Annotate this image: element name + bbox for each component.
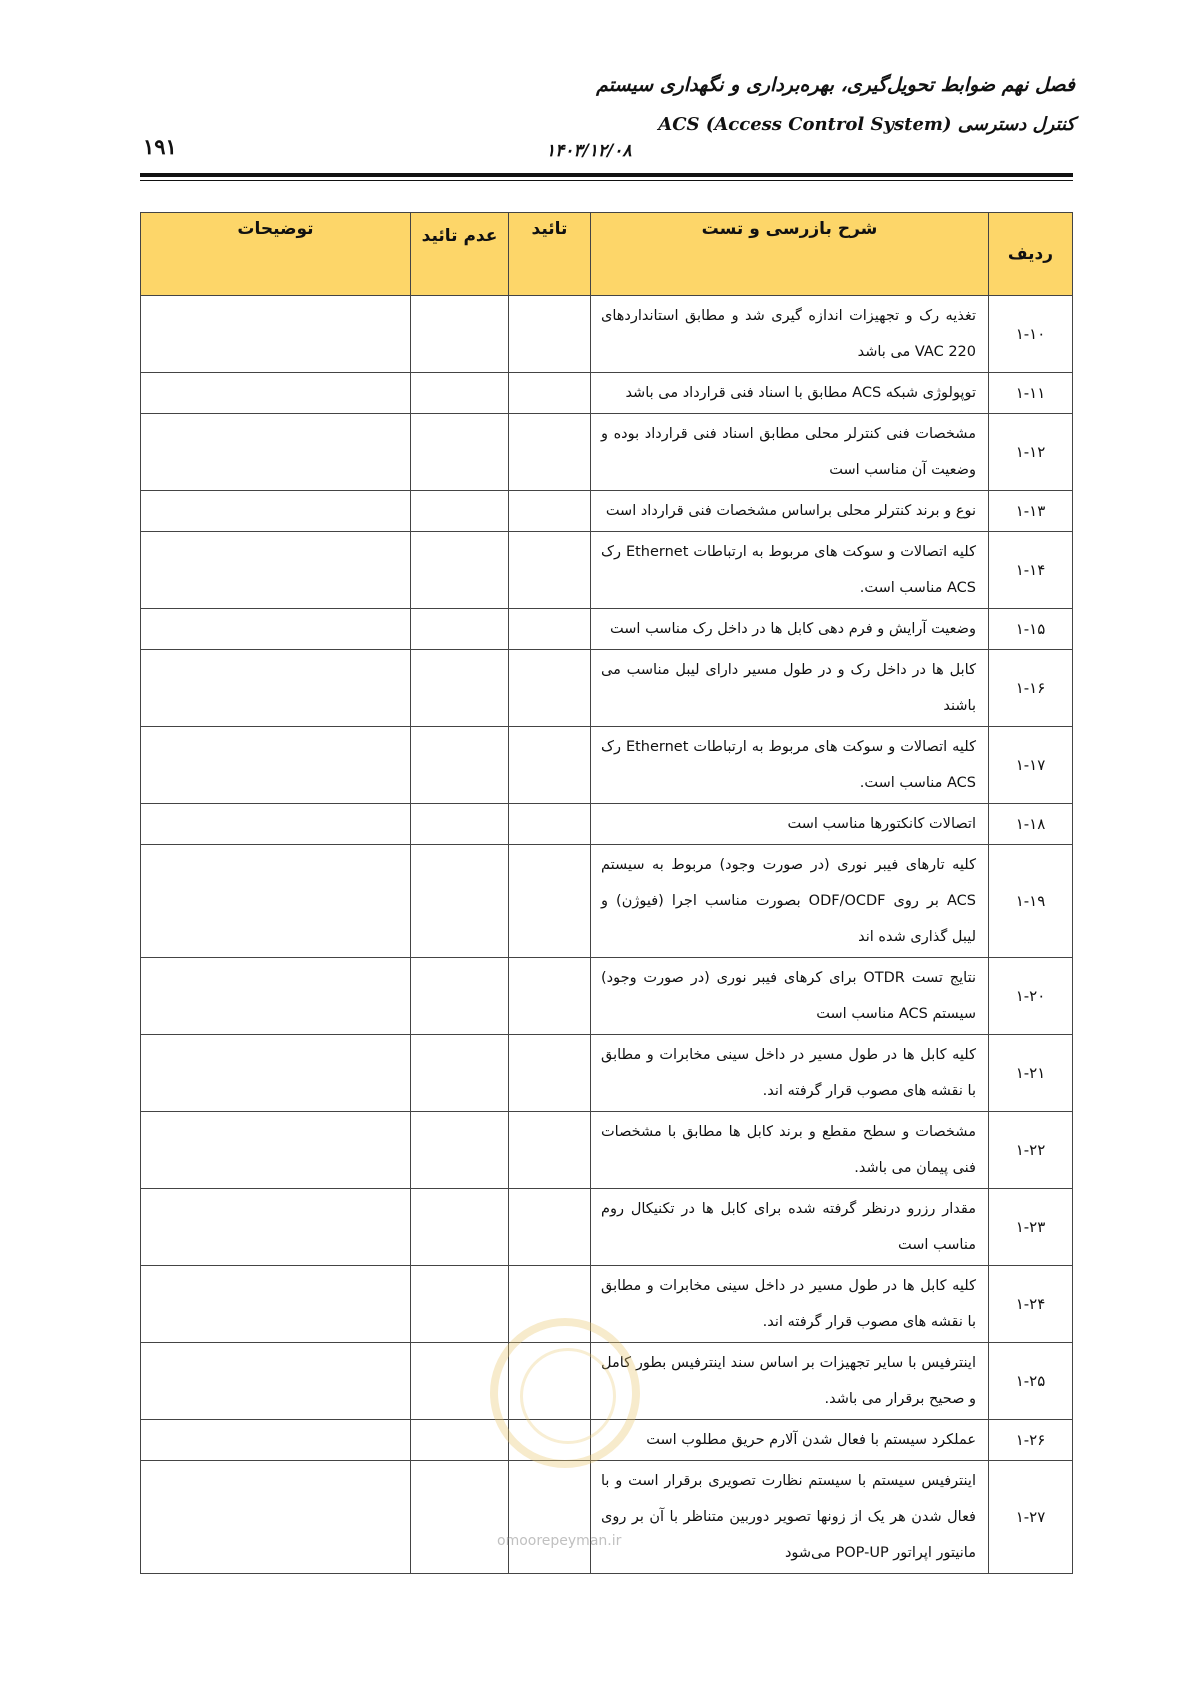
header-divider-thin (140, 180, 1073, 181)
approve-cell[interactable] (509, 491, 591, 532)
notes-cell[interactable] (141, 414, 411, 491)
notes-cell[interactable] (141, 727, 411, 804)
header-notes: توضیحات (141, 213, 411, 296)
watermark-site: omoorepeyman.ir (497, 1533, 622, 1549)
chapter-title: فصل نهم ضوابط تحویل‌گیری، بهره‌برداری و نگهداری سیستم (596, 74, 1075, 96)
notes-cell[interactable] (141, 296, 411, 373)
table-row (141, 1343, 1073, 1420)
table-row (141, 1112, 1073, 1189)
reject-cell[interactable] (411, 804, 509, 845)
notes-cell[interactable] (141, 1112, 411, 1189)
notes-cell[interactable] (141, 1461, 411, 1574)
row-description: کلیه کابل ها در طول مسیر در داخل سینی مخابرات و مطابق با نقشه های مصوب قرار گرفته اند. (591, 1035, 989, 1112)
row-number: ۱-۱۳ (989, 491, 1073, 532)
row-number: ۱-۱۶ (989, 650, 1073, 727)
row-description: توپولوژی شبکه ACS مطابق با اسناد فنی قرارداد می باشد (591, 373, 989, 414)
page-number: ۱۹۱ (143, 134, 177, 159)
document-date: ۱۴۰۳/۱۲/۰۸ (546, 141, 632, 161)
notes-cell[interactable] (141, 373, 411, 414)
reject-cell[interactable] (411, 414, 509, 491)
row-description: مشخصات فنی کنترلر محلی مطابق اسناد فنی قرارداد بوده و وضعیت آن مناسب است (591, 414, 989, 491)
notes-cell[interactable] (141, 1343, 411, 1420)
reject-cell[interactable] (411, 1112, 509, 1189)
approve-cell[interactable] (509, 845, 591, 958)
reject-cell[interactable] (411, 373, 509, 414)
row-number: ۱-۲۴ (989, 1266, 1073, 1343)
approve-cell[interactable] (509, 1112, 591, 1189)
approve-cell[interactable] (509, 296, 591, 373)
row-number: ۱-۲۲ (989, 1112, 1073, 1189)
row-description: مشخصات و سطح مقطع و برند کابل ها مطابق با مشخصات فنی پیمان می باشد. (591, 1112, 989, 1189)
row-number: ۱-۲۱ (989, 1035, 1073, 1112)
table-row (141, 958, 1073, 1035)
notes-cell[interactable] (141, 1189, 411, 1266)
approve-cell[interactable] (509, 650, 591, 727)
approve-cell[interactable] (509, 804, 591, 845)
row-description: کلیه تارهای فیبر نوری (در صورت وجود) مربوط به سیستم ACS بر روی ODF/OCDF بصورت مناسب اجرا (فیوژن) و لیبل گذاری شده اند (591, 845, 989, 958)
row-number: ۱-۱۰ (989, 296, 1073, 373)
row-description: نوع و برند کنترلر محلی براساس مشخصات فنی قرارداد است (591, 491, 989, 532)
row-number: ۱-۱۷ (989, 727, 1073, 804)
row-description: تغذیه رک و تجهیزات اندازه گیری شد و مطابق استانداردهای 220 VAC می باشد (591, 296, 989, 373)
row-number: ۱-۲۵ (989, 1343, 1073, 1420)
row-number: ۱-۱۵ (989, 609, 1073, 650)
reject-cell[interactable] (411, 532, 509, 609)
approve-cell[interactable] (509, 1266, 591, 1343)
row-description: کابل ها در داخل رک و در طول مسیر دارای لیبل مناسب می باشند (591, 650, 989, 727)
approve-cell[interactable] (509, 373, 591, 414)
row-number: ۱-۲۶ (989, 1420, 1073, 1461)
reject-cell[interactable] (411, 491, 509, 532)
notes-cell[interactable] (141, 1035, 411, 1112)
row-number: ۱-۱۲ (989, 414, 1073, 491)
row-number: ۱-۲۳ (989, 1189, 1073, 1266)
table-row (141, 727, 1073, 804)
row-description: وضعیت آرایش و فرم دهی کابل ها در داخل رک مناسب است (591, 609, 989, 650)
approve-cell[interactable] (509, 609, 591, 650)
table-row (141, 373, 1073, 414)
approve-cell[interactable] (509, 727, 591, 804)
approve-cell[interactable] (509, 414, 591, 491)
table-row (141, 296, 1073, 373)
table-row (141, 1420, 1073, 1461)
reject-cell[interactable] (411, 1420, 509, 1461)
section-subtitle: کنترل دسترسی (ACS (Access Control System (658, 114, 1075, 135)
notes-cell[interactable] (141, 845, 411, 958)
notes-cell[interactable] (141, 650, 411, 727)
row-description: مقدار رزرو درنظر گرفته شده برای کابل ها در تکنیکال روم مناسب است (591, 1189, 989, 1266)
approve-cell[interactable] (509, 1420, 591, 1461)
reject-cell[interactable] (411, 727, 509, 804)
notes-cell[interactable] (141, 532, 411, 609)
approve-cell[interactable] (509, 1035, 591, 1112)
notes-cell[interactable] (141, 958, 411, 1035)
reject-cell[interactable] (411, 296, 509, 373)
row-description: اتصالات کانکتورها مناسب است (591, 804, 989, 845)
header-reject: عدم تائید (411, 213, 509, 296)
table-row (141, 1035, 1073, 1112)
reject-cell[interactable] (411, 609, 509, 650)
reject-cell[interactable] (411, 845, 509, 958)
row-description: نتایج تست OTDR برای کرهای فیبر نوری (در صورت وجود) سیستم ACS مناسب است (591, 958, 989, 1035)
reject-cell[interactable] (411, 1266, 509, 1343)
reject-cell[interactable] (411, 650, 509, 727)
row-number: ۱-۱۴ (989, 532, 1073, 609)
reject-cell[interactable] (411, 1343, 509, 1420)
table-row (141, 532, 1073, 609)
row-description: کلیه اتصالات و سوکت های مربوط به ارتباطات Ethernet رک ACS مناسب است. (591, 727, 989, 804)
approve-cell[interactable] (509, 1343, 591, 1420)
notes-cell[interactable] (141, 609, 411, 650)
header-divider (140, 173, 1073, 177)
reject-cell[interactable] (411, 1189, 509, 1266)
table-header-row (141, 213, 1073, 296)
reject-cell[interactable] (411, 1461, 509, 1574)
notes-cell[interactable] (141, 491, 411, 532)
notes-cell[interactable] (141, 1420, 411, 1461)
table-row (141, 414, 1073, 491)
header-approve: تائید (509, 213, 591, 296)
row-description: اینترفیس سیستم با سیستم نظارت تصویری برقرار است و با فعال شدن هر یک از زونها تصویر دوربین متناظر با آن بر روی مانیتور اپراتور POP-UP می‌شود (591, 1461, 989, 1574)
row-number: ۱-۲۰ (989, 958, 1073, 1035)
header-row-number: ردیف (989, 213, 1073, 296)
table-row (141, 845, 1073, 958)
row-number: ۱-۱۱ (989, 373, 1073, 414)
header-description: شرح بازرسی و تست (591, 213, 989, 296)
row-description: اینترفیس با سایر تجهیزات بر اساس سند اینترفیس بطور کامل و صحیح برقرار می باشد. (591, 1343, 989, 1420)
table-row (141, 1266, 1073, 1343)
table-row (141, 804, 1073, 845)
notes-cell[interactable] (141, 1266, 411, 1343)
notes-cell[interactable] (141, 804, 411, 845)
row-number: ۱-۲۷ (989, 1461, 1073, 1574)
reject-cell[interactable] (411, 1035, 509, 1112)
approve-cell[interactable] (509, 1189, 591, 1266)
table-row (141, 609, 1073, 650)
reject-cell[interactable] (411, 958, 509, 1035)
approve-cell[interactable] (509, 532, 591, 609)
table-row (141, 491, 1073, 532)
row-description: کلیه کابل ها در طول مسیر در داخل سینی مخابرات و مطابق با نقشه های مصوب قرار گرفته اند. (591, 1266, 989, 1343)
approve-cell[interactable] (509, 1461, 591, 1574)
table-row (141, 1189, 1073, 1266)
row-number: ۱-۱۹ (989, 845, 1073, 958)
table-row (141, 1461, 1073, 1574)
table-row (141, 650, 1073, 727)
approve-cell[interactable] (509, 958, 591, 1035)
inspection-table (140, 212, 1073, 1574)
row-description: کلیه اتصالات و سوکت های مربوط به ارتباطات Ethernet رک ACS مناسب است. (591, 532, 989, 609)
row-number: ۱-۱۸ (989, 804, 1073, 845)
row-description: عملکرد سیستم با فعال شدن آلارم حریق مطلوب است (591, 1420, 989, 1461)
